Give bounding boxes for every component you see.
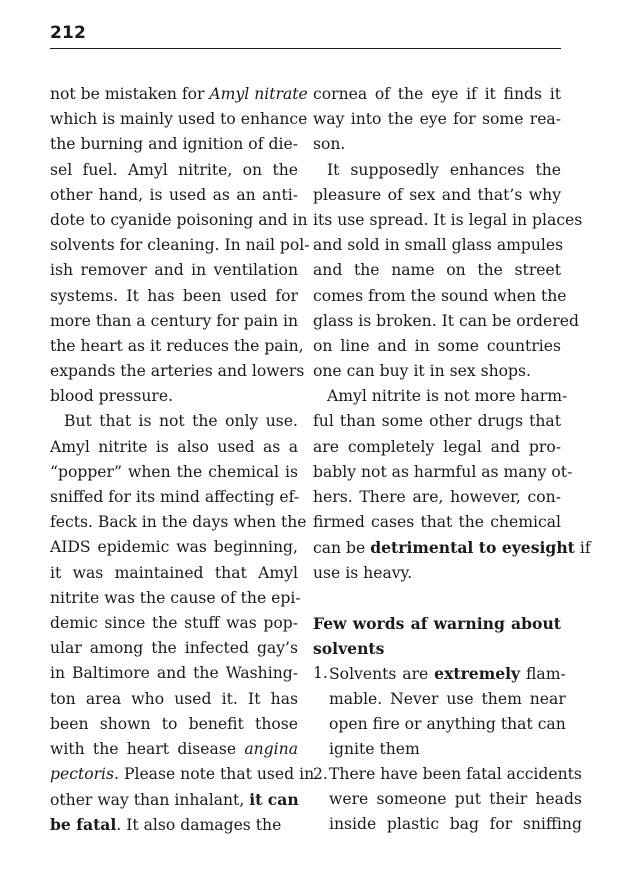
text-line <box>50 233 310 258</box>
text-line <box>313 158 561 183</box>
paragraph <box>313 82 561 158</box>
text-run: fects. Back in the days when the <box>50 513 307 532</box>
section-gap <box>313 586 561 611</box>
text-line <box>50 82 308 107</box>
text-run: “popper” when the chemical is <box>50 462 298 481</box>
text-line <box>329 687 566 712</box>
text-run: ish remover and in ventilation <box>50 261 298 280</box>
list-item-text <box>329 661 566 762</box>
text-line <box>313 258 561 283</box>
text-run: more than a century for pain in <box>50 311 299 330</box>
text-run: firmed cases that the chemical <box>313 513 561 532</box>
text-line <box>313 535 591 560</box>
text-run: use is heavy. <box>313 563 413 582</box>
text-run: on line and in some countries <box>313 336 561 355</box>
text-line <box>50 334 304 359</box>
text-run: it was maintained that Amyl <box>50 563 298 582</box>
text-line <box>313 284 567 309</box>
text-line <box>313 233 564 258</box>
text-run: with the heart disease <box>50 739 245 758</box>
text-run: ton area who used it. It has <box>50 689 298 708</box>
text-line <box>50 359 305 384</box>
text-run: which is mainly used to enhance <box>50 110 308 129</box>
italic-term: pectoris <box>50 765 115 784</box>
list-marker: 1. <box>313 664 328 683</box>
text-line <box>329 661 566 686</box>
text-run: hers. There are, however, con- <box>313 488 561 506</box>
text-run: solvents <box>313 639 385 659</box>
text-line <box>329 812 582 837</box>
text-run: cornea of the eye if it finds it <box>313 85 561 103</box>
text-run: dote to cyanide poisoning and in <box>50 210 308 229</box>
text-line <box>313 107 561 132</box>
text-line <box>313 334 561 359</box>
text-line <box>313 561 561 586</box>
text-run: flam- <box>520 665 566 684</box>
text-run: Amyl nitrite is not more harm- <box>327 387 568 406</box>
text-run: comes from the sound when the <box>313 286 567 305</box>
list-item <box>313 661 566 762</box>
text-run: other hand, is used as an anti- <box>50 185 298 204</box>
text-line <box>313 611 561 636</box>
text-line <box>50 309 298 334</box>
text-line <box>50 485 298 510</box>
text-line <box>50 258 298 283</box>
text-run: glass is broken. It can be ordered <box>313 311 579 330</box>
text-line <box>50 409 298 434</box>
text-line <box>313 409 561 434</box>
text-run: sel fuel. Amyl nitrite, on the <box>50 160 298 179</box>
bold-emphasis: it can <box>249 790 299 810</box>
bold-emphasis: extremely <box>434 664 521 684</box>
paragraph <box>50 409 315 837</box>
section-heading <box>313 611 561 661</box>
text-run: and the name on the street <box>313 261 561 280</box>
page-number: 212 <box>50 23 87 43</box>
text-line <box>50 284 298 309</box>
text-run: in Baltimore and the Washing- <box>50 664 298 683</box>
text-run: can be <box>313 539 371 558</box>
text-run: and sold in small glass ampules <box>313 236 564 255</box>
text-run: But that is not the only use. <box>64 412 298 431</box>
text-line <box>329 712 566 737</box>
text-line <box>50 435 298 460</box>
text-line <box>50 384 298 409</box>
text-run: Amyl nitrite is also used as a <box>50 437 298 456</box>
text-line <box>50 812 298 837</box>
text-line <box>50 712 298 737</box>
paragraph <box>50 82 310 409</box>
text-line <box>313 132 561 157</box>
text-line <box>50 158 298 183</box>
text-run: mable. Never use them near <box>329 689 566 708</box>
text-line <box>50 687 298 712</box>
text-run: ignite them <box>329 739 420 758</box>
text-run: the burning and ignition of die- <box>50 135 298 154</box>
text-line <box>50 535 298 560</box>
paragraph <box>313 384 591 586</box>
text-line <box>50 183 298 208</box>
text-run: son. <box>313 135 346 154</box>
text-run: pleasure of sex and that’s why <box>313 185 561 204</box>
text-line <box>50 107 308 132</box>
text-line <box>313 359 561 384</box>
text-line <box>313 485 561 510</box>
text-run: sniffed for its mind affecting ef- <box>50 488 300 506</box>
text-run: open fire or anything that can <box>329 714 566 733</box>
italic-term: angina <box>244 739 298 758</box>
text-run: not be mistaken for <box>50 85 210 103</box>
list-marker: 2. <box>313 765 328 784</box>
italic-term: Amyl nitrate <box>209 85 308 103</box>
text-run: Few words af warning about <box>313 613 561 633</box>
text-line <box>329 737 566 762</box>
text-run: inside plastic bag for sniffing <box>329 815 582 834</box>
text-run: demic since the stuff was pop- <box>50 613 298 632</box>
text-line <box>329 762 582 787</box>
text-run: were someone put their heads <box>329 790 582 809</box>
text-run: . It also damages the <box>116 816 282 835</box>
text-run: been shown to benefit those <box>50 714 298 733</box>
text-line <box>313 384 568 409</box>
text-run: way into the eye for some rea- <box>313 110 561 129</box>
left-column <box>50 82 315 838</box>
text-line <box>313 82 561 107</box>
header-rule <box>50 48 561 49</box>
text-line <box>313 636 561 661</box>
text-run: systems. It has been used for <box>50 286 298 305</box>
text-run: AIDS epidemic was beginning, <box>50 538 298 557</box>
text-line <box>50 586 301 611</box>
text-run: the heart as it reduces the pain, <box>50 336 304 355</box>
text-line <box>313 435 561 460</box>
text-line <box>313 208 583 233</box>
text-line <box>50 636 298 661</box>
list-item <box>313 762 582 838</box>
text-line <box>329 787 582 812</box>
text-run: There have been fatal accidents <box>329 765 582 784</box>
text-run: Solvents are <box>329 665 435 684</box>
text-line <box>313 183 561 208</box>
text-run: bably not as harmful as many ot- <box>313 462 573 481</box>
text-line <box>50 762 315 787</box>
text-line <box>313 510 561 535</box>
bold-emphasis: detrimental to eyesight <box>370 538 575 558</box>
text-line <box>50 561 298 586</box>
text-run: It supposedly enhances the <box>327 160 561 179</box>
text-line <box>50 661 298 686</box>
text-run: if <box>574 539 591 558</box>
text-run: ful than some other drugs that <box>313 412 561 431</box>
text-run: . Please note that used in <box>114 765 315 784</box>
text-line <box>50 737 298 762</box>
text-run: one can buy it in sex shops. <box>313 362 531 381</box>
text-run: nitrite was the cause of the epi- <box>50 588 301 607</box>
bold-emphasis: be fatal <box>50 815 117 835</box>
text-run: its use spread. It is legal in places <box>313 210 583 229</box>
paragraph <box>313 158 583 385</box>
text-line <box>50 460 298 485</box>
text-run: expands the arteries and lowers <box>50 362 305 381</box>
text-line <box>50 787 298 812</box>
text-line <box>50 611 298 636</box>
text-line <box>50 132 298 157</box>
text-run: blood pressure. <box>50 387 174 406</box>
list-item-text <box>329 762 582 838</box>
text-run: ular among the infected gay’s <box>50 639 298 658</box>
right-column <box>313 82 591 838</box>
text-line <box>50 208 308 233</box>
text-run: other way than inhalant, <box>50 791 250 810</box>
text-line <box>313 460 573 485</box>
text-run: solvents for cleaning. In nail pol- <box>50 236 310 255</box>
text-line <box>313 309 579 334</box>
text-line <box>50 510 307 535</box>
text-run: are completely legal and pro- <box>313 437 561 456</box>
